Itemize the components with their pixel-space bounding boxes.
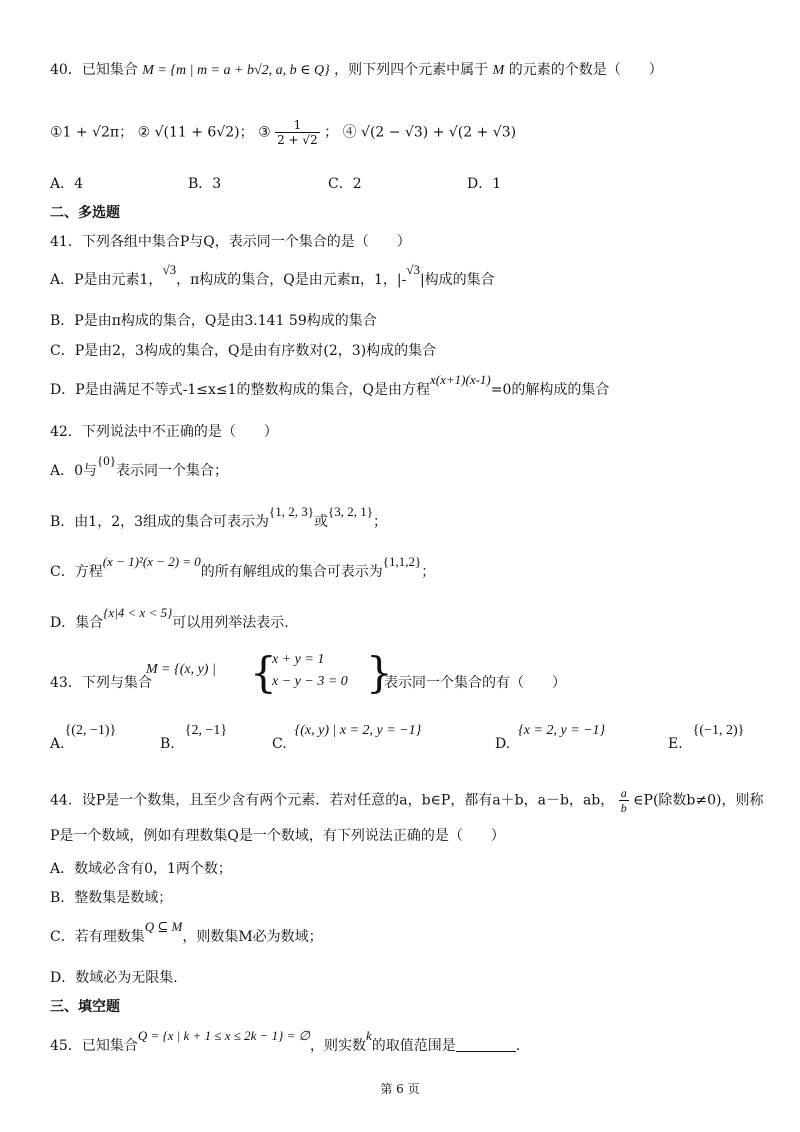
q41-a-middle: ，π构成的集合，Q是由元素π，1，|-: [176, 272, 407, 288]
q41-d-prefix: D．P是由满足不等式-1≤x≤1的整数构成的集合，Q是由方程: [50, 382, 431, 398]
q44-c-end: ，则数集M必为数域；: [182, 929, 323, 945]
q41-a-sqrt-2: √3: [406, 262, 420, 277]
q45-var: k: [365, 1028, 372, 1043]
q42-d-set: {x|4 < x < 5}: [103, 605, 173, 620]
q40-item-2: ② √(11 + 6√2)；: [137, 124, 254, 141]
q42-a-set: {0}: [97, 453, 117, 468]
q44-c-prefix: C．若有理数集: [50, 929, 145, 945]
q45-set: Q = {x | k + 1 ≤ x ≤ 2k − 1} = ∅: [137, 1028, 310, 1043]
q43-option-e-set: {(−1, 2)}: [692, 723, 745, 738]
q40-item-3-prefix: ③: [258, 124, 271, 141]
q42-option-c: [50, 554, 436, 582]
q43-option-a-set: {(2, −1)}: [64, 723, 117, 738]
q43-option-d-set: {x = 2, y = −1}: [518, 723, 606, 738]
q42-stem: 42．下列说法中不正确的是（ ）: [50, 424, 278, 440]
q40-item-3-fraction: [275, 118, 320, 147]
q43-option-e-label: E.: [668, 736, 683, 752]
q42-d-prefix: D．集合: [50, 615, 104, 631]
q40-option-c: C．2: [328, 176, 362, 192]
q40-stem-prefix: 40．已知集合: [50, 62, 138, 78]
q41-stem: 41．下列各组中集合P与Q，表示同一个集合的是（ ）: [50, 234, 411, 250]
q40-option-d: D．1: [467, 176, 502, 192]
q41-option-c: C．P是由2，3构成的集合，Q是由有序数对(2，3)构成的集合: [50, 343, 437, 359]
q43-stem-end: 表示同一个集合的有（ ）: [384, 675, 566, 691]
q44-c-subset: Q ⊆ M: [144, 919, 183, 934]
q43-option-a-label: A.: [50, 736, 65, 752]
q43-option-e: [668, 722, 745, 752]
q42-b-set-1: {1, 2, 3}: [269, 504, 314, 519]
q40-option-a: A．4: [50, 176, 84, 192]
page-number: 第 6 页: [380, 1082, 420, 1096]
q40-set-expression: M = {m | m = a + b√2, a, b ∈ Q}: [142, 63, 330, 78]
q40-stem: [50, 60, 663, 81]
q44-line-1-end: ∈P(除数b≠0)，则称: [633, 792, 764, 809]
q42-b-middle: 或: [314, 514, 328, 530]
q43-option-a: [50, 722, 117, 752]
q43-set-lhs: M = {(x, y) |: [146, 662, 216, 677]
q43-option-d: [495, 722, 606, 752]
q43-option-b-set: {2, −1}: [184, 723, 228, 738]
section-title-multiple-choice: 二、多选题: [50, 205, 120, 221]
q43-option-d-label: D.: [495, 736, 511, 752]
q40-item-3-numerator: 1: [275, 118, 320, 133]
q45-middle: ，则实数: [309, 1038, 366, 1054]
q40-option-b: B．3: [188, 176, 222, 192]
q45-end: 的取值范围是: [371, 1038, 456, 1054]
q42-a-end: 表示同一个集合；: [116, 463, 229, 479]
q43-equation-2: x − y − 3 = 0: [272, 674, 348, 689]
q41-a-end: |构成的集合: [419, 272, 495, 288]
q42-c-middle: 的所有解组成的集合可表示为: [200, 564, 383, 580]
q40-item-4: ④ √(2 − √3) + √(2 + √3): [342, 124, 517, 141]
q44-option-c: [50, 919, 323, 947]
q42-b-end: ；: [372, 514, 387, 530]
q40-stem-suffix: ，则下列四个元素中属于: [334, 62, 489, 78]
q40-stem-var: M: [492, 63, 505, 78]
q40-item-1: ①1 + √2π；: [50, 124, 134, 141]
q45-prefix: 45．已知集合: [50, 1038, 138, 1054]
q41-option-d: [50, 372, 610, 400]
q42-c-equation: (x − 1)²(x − 2) = 0: [102, 554, 201, 569]
q44-option-b: B．整数集是数域；: [50, 890, 173, 906]
q44-fraction-denominator: b: [620, 801, 627, 815]
q42-option-d: [50, 605, 289, 633]
q41-a-prefix: A．P是由元素1，: [50, 272, 163, 288]
q43-option-c-set: {(x, y) | x = 2, y = −1}: [294, 723, 422, 738]
q43-option-b: [160, 722, 228, 752]
q40-item-3-suffix: ；: [324, 124, 339, 141]
q41-d-equation: x(x+1)(x-1): [430, 372, 491, 387]
q44-line-1-prefix: 44．设P是一个数集，且至少含有两个元素．若对任意的a，b∈P，都有a＋b，a－b，ab，: [50, 792, 615, 809]
q44-option-a: A．数域必含有0，1两个数；: [50, 861, 232, 877]
q41-d-end: =0的解构成的集合: [490, 382, 610, 398]
q42-b-prefix: B．由1，2，3组成的集合可表示为: [50, 514, 270, 530]
q41-option-a: [50, 262, 495, 290]
q43-stem-prefix: 43．下列与集合: [50, 675, 152, 691]
q43-brace-right: }: [366, 648, 393, 697]
q40-stem-end: 的元素的个数是（ ）: [508, 62, 663, 78]
q44-fraction-numerator: a: [620, 786, 627, 800]
q45-stem: [50, 1028, 521, 1056]
q42-c-set: {1,1,2}: [382, 554, 422, 569]
q41-option-b: B．P是由π构成的集合，Q是由3.141 59构成的集合: [50, 313, 377, 329]
q42-c-end: ；: [421, 564, 436, 580]
q40-item-3-denominator: 2 + √2: [277, 133, 318, 147]
q44-fraction: [619, 786, 629, 815]
q42-d-end: 可以用列举法表示.: [172, 615, 289, 631]
q42-option-a: [50, 453, 229, 481]
q42-c-prefix: C．方程: [50, 564, 103, 580]
q43-brace-left: {: [250, 648, 277, 697]
q43-option-c: [272, 722, 422, 752]
q40-items: [50, 118, 516, 147]
q43-option-c-label: C.: [272, 736, 287, 752]
section-title-fill-in: 三、填空题: [50, 999, 120, 1015]
q43-equation-1: x + y = 1: [272, 652, 325, 667]
q44-line-1: [50, 786, 763, 815]
q45-period: .: [515, 1038, 521, 1054]
q44-option-d: D．数域必为无限集.: [50, 970, 178, 986]
q43-option-b-label: B.: [160, 736, 175, 752]
q42-b-set-2: {3, 2, 1}: [328, 504, 373, 519]
q41-a-sqrt: √3: [162, 262, 177, 277]
q42-option-b: [50, 504, 387, 532]
q42-a-prefix: A．0与: [50, 463, 98, 479]
q44-line-2: P是一个数域，例如有理数集Q是一个数域，有下列说法正确的是（ ）: [50, 828, 505, 844]
q45-answer-blank[interactable]: [456, 1037, 516, 1052]
